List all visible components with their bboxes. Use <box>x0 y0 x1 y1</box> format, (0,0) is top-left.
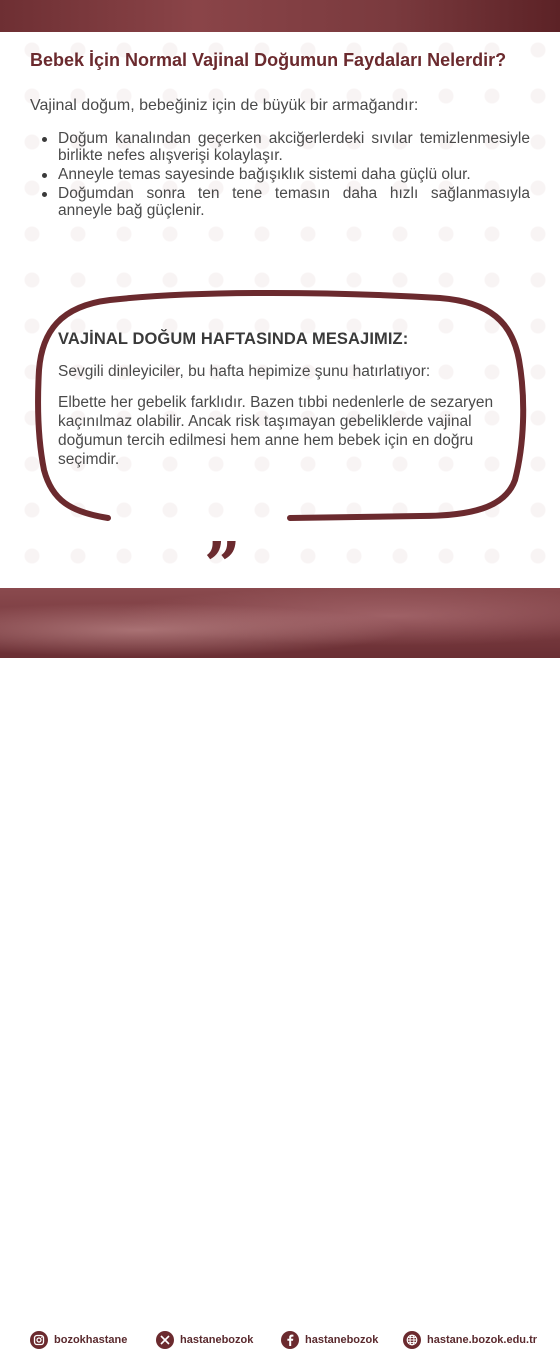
list-item-text: Doğum kanalından geçerken akciğerlerdeki sıvılar temizlenmesiyle birlikte nefes alışverişi kolaylaşır. <box>58 130 530 164</box>
message-greeting: Sevgili dinleyiciler, bu hafta hepimize şunu hatırlatıyor: <box>58 363 431 380</box>
article-intro: Vajinal doğum, bebeğiniz için de büyük bir armağandır: <box>30 97 419 114</box>
instagram-link[interactable] <box>30 1331 127 1349</box>
facebook-link[interactable] <box>281 1331 378 1349</box>
article-heading: Bebek İçin Normal Vajinal Doğumun Faydaları Nelerdir? <box>30 50 507 70</box>
x-icon <box>156 1331 174 1349</box>
photo-strip <box>0 588 560 658</box>
instagram-icon <box>30 1331 48 1349</box>
x-link[interactable] <box>156 1331 253 1349</box>
globe-icon <box>403 1331 421 1349</box>
facebook-handle: hastanebozok <box>305 1334 379 1346</box>
message-body: Elbette her gebelik farklıdır. Bazen tıbbi nedenlerle de sezaryen kaçınılmaz olabilir. Ancak risk taşımayan gebeliklerde vajinal doğumun tercih edilmesi hem anne hem bebek için en doğru seçimdir. <box>58 394 494 468</box>
instagram-handle: bozokhastane <box>54 1334 128 1346</box>
x-handle: hastanebozok <box>180 1334 254 1346</box>
list-item-text: Doğumdan sonra ten tene temasın daha hızlı sağlanmasıyla anneyle bağ güçlenir. <box>58 185 530 219</box>
website-link[interactable] <box>403 1331 537 1349</box>
footer <box>0 658 560 1346</box>
list-item-text: Anneyle temas sayesinde bağışıklık sistemi daha güçlü olur. <box>58 166 471 183</box>
message-title: VAJİNAL DOĞUM HAFTASINDA MESAJIMIZ: <box>58 330 409 348</box>
website-url: hastane.bozok.edu.tr <box>427 1334 538 1346</box>
facebook-icon <box>281 1331 299 1349</box>
speech-bubble-outline <box>0 0 560 567</box>
quote-mark-icon: „ <box>205 492 244 567</box>
